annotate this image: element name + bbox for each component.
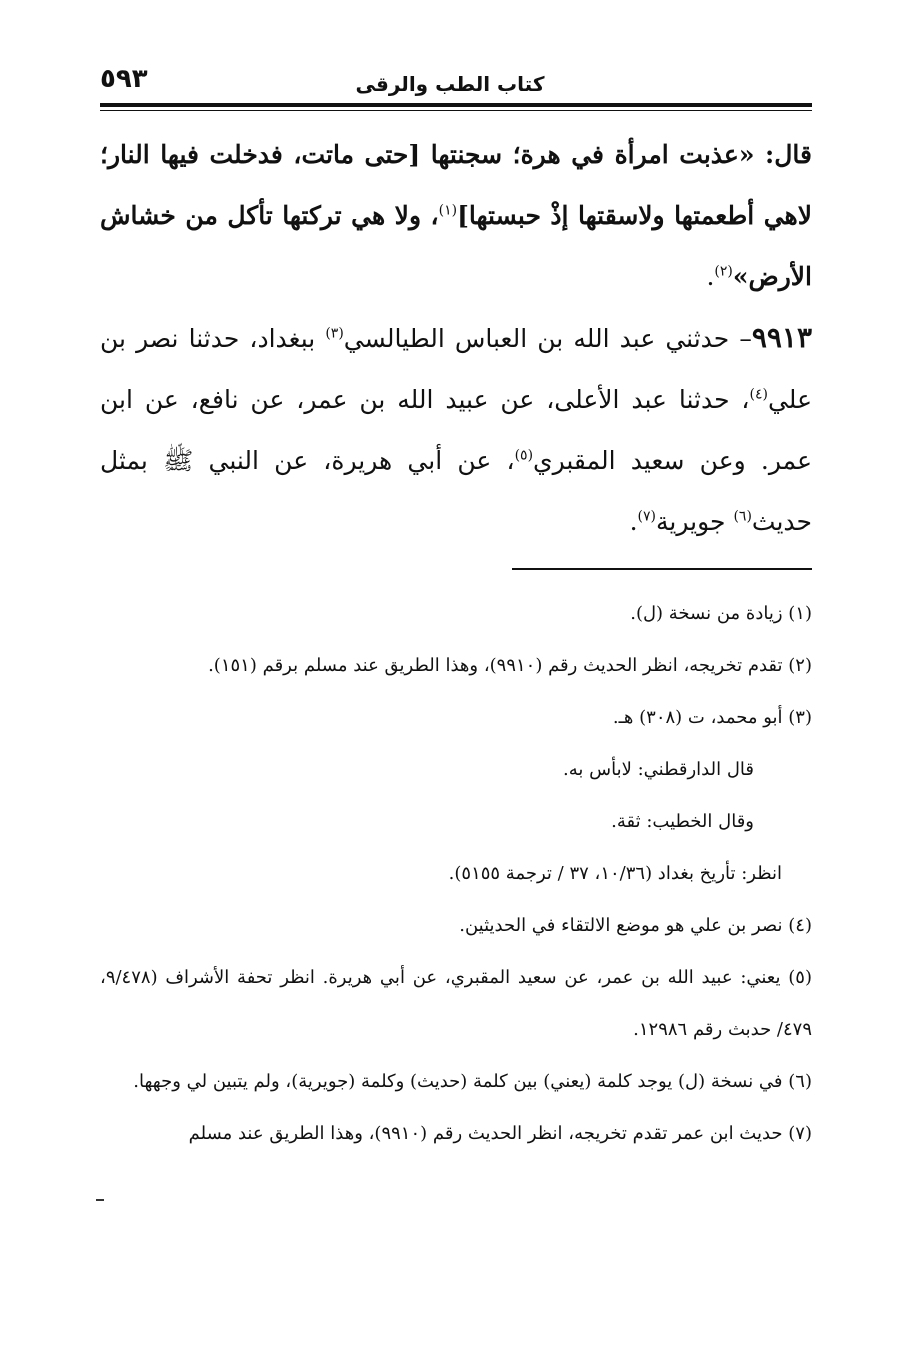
footnote-ref-1: (١) bbox=[438, 202, 458, 219]
footnote-4: (٤) نصر بن علي هو موضع الالتقاء في الحديثين. bbox=[459, 915, 812, 936]
footnote-ref-7: (٧) bbox=[637, 508, 656, 525]
footnote-3-reference: انظر: تأريخ بغداد (١٠/٣٦، ٣٧ / ترجمة ٥١٥٥). bbox=[448, 863, 782, 884]
isnad-part-5: جويرية bbox=[656, 507, 734, 536]
page-number: ٥٩٣ bbox=[100, 64, 148, 94]
period: . bbox=[706, 262, 715, 291]
hadith-number: ٩٩١٣ bbox=[751, 321, 812, 354]
footnote-ref-4: (٤) bbox=[749, 386, 768, 403]
isnad-part-3: ، حدثنا عبد الأعلى، عن عبيد الله بن عمر، عن نافع، عن ابن عمر. وعن سعيد المقبري bbox=[100, 385, 812, 475]
footnote-5: (٥) يعني: عبيد الله بن عمر، عن سعيد المقبري، عن أبي هريرة. انظر تحفة الأشراف (٩/٤٧٨، ٤٧٩/ حدبث رقم ١٢٩٨٦. bbox=[100, 967, 812, 1040]
footnote-1: (١) زيادة من نسخة (ل). bbox=[630, 603, 812, 624]
footnote-ref-3: (٣) bbox=[325, 325, 344, 342]
isnad-part-1: – حدثني عبد الله بن العباس الطيالسي bbox=[343, 324, 752, 353]
paragraph-hadith-cat bbox=[100, 124, 812, 307]
footnote-3-khatib: وقال الخطيب: ثقة. bbox=[611, 811, 754, 832]
footnote-3-daraqutni: قال الدارقطني: لابأس به. bbox=[563, 759, 754, 780]
hadith-quote: «عذبت امرأة في هرة؛ سجنتها [حتى ماتت، فدخلت فيها النار؛ لاهي أطعمتها ولاسقتها إذْ حبستها] bbox=[100, 140, 812, 230]
header-rule-thick bbox=[100, 103, 812, 107]
running-header-title: كتاب الطب والرقى bbox=[355, 72, 545, 96]
isnad-part-2: ببغداد، حدثنا نصر بن علي bbox=[100, 324, 812, 414]
page-mark bbox=[96, 1199, 104, 1201]
paragraph-hadith-9913 bbox=[100, 307, 812, 552]
footnote-7: (٧) حديث ابن عمر تقدم تخريجه، انظر الحديث رقم (٩٩١٠)، وهذا الطريق عند مسلم bbox=[188, 1123, 812, 1144]
footnote-ref-2: (٢) bbox=[714, 263, 733, 280]
footnote-ref-6: (٦) bbox=[733, 508, 752, 525]
footnote-6: (٦) في نسخة (ل) يوجد كلمة (يعني) بين كلمة (حديث) وكلمة (جويرية)، ولم يتبين لي وجهها. bbox=[133, 1071, 812, 1092]
footnotes bbox=[100, 588, 812, 1160]
footnote-3: (٣) أبو محمد، ت (٣٠٨) هـ. bbox=[612, 707, 812, 728]
period-2: . bbox=[629, 507, 638, 536]
main-text bbox=[100, 124, 812, 552]
footnote-2: (٢) تقدم تخريجه، انظر الحديث رقم (٩٩١٠)، وهذا الطريق عند مسلم برقم (١٥١). bbox=[208, 655, 812, 676]
footnote-separator bbox=[512, 568, 812, 570]
header-rule-thin bbox=[100, 110, 812, 111]
footnote-ref-5: (٥) bbox=[514, 447, 534, 464]
said-lead: قال: bbox=[754, 140, 813, 169]
isnad-part-4: ، عن أبي هريرة، عن النبي ﷺ بمثل حديث bbox=[100, 446, 812, 536]
hadith-quote-cont: ، ولا هي تركتها تأكل من خشاش الأرض» bbox=[100, 201, 812, 291]
